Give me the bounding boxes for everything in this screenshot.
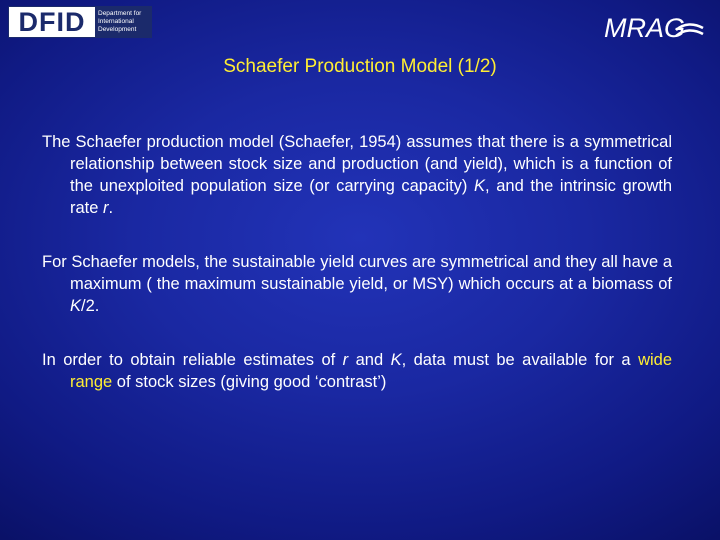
paragraph-text: of stock sizes (giving good ‘contrast’) xyxy=(112,373,387,391)
dfid-wordmark: DFID xyxy=(18,6,86,37)
paragraph-3 xyxy=(42,349,672,393)
slide-title: Schaefer Production Model (1/2) xyxy=(223,56,497,77)
paragraph-text: . xyxy=(108,199,114,217)
dfid-dept-line: Department for xyxy=(98,10,142,17)
symbol-r: r xyxy=(103,199,109,217)
dfid-dept-line: International xyxy=(98,18,134,25)
symbol-K: K xyxy=(70,297,82,315)
paragraph-text: The Schaefer production model (Schaefer, 1954) assumes that there is a symmetrical relationship between stock size and production (and yield), which is a function of the unexploited population size (or carrying capacity) xyxy=(42,133,672,195)
paragraph-text: , and the intrinsic growth rate xyxy=(70,177,672,217)
paragraph-text: and xyxy=(348,351,391,369)
paragraph-text: In order to obtain reliable estimates of xyxy=(42,351,343,369)
dfid-logo xyxy=(8,6,152,38)
symbol-r: r xyxy=(342,351,349,369)
dfid-dept-line: Development xyxy=(98,26,137,33)
paragraph-text: For Schaefer models, the sustainable yield curves are symmetrical and they all have a maximum ( the maximum sustainable yield, or MSY) which occurs at a biomass of xyxy=(42,253,672,293)
paragraph-text: , data must be available for a xyxy=(401,351,639,369)
paragraph-1 xyxy=(42,131,672,219)
dfid-department-name xyxy=(95,7,151,37)
paragraph-2 xyxy=(42,251,672,317)
mrag-logo xyxy=(602,10,706,44)
slide-body xyxy=(42,131,672,425)
mrag-wordmark: MRAG xyxy=(604,13,685,43)
paragraph-text: /2. xyxy=(81,297,100,315)
symbol-K: K xyxy=(474,177,486,195)
symbol-K: K xyxy=(390,351,402,369)
highlight-wide-range: wide range xyxy=(70,351,672,391)
